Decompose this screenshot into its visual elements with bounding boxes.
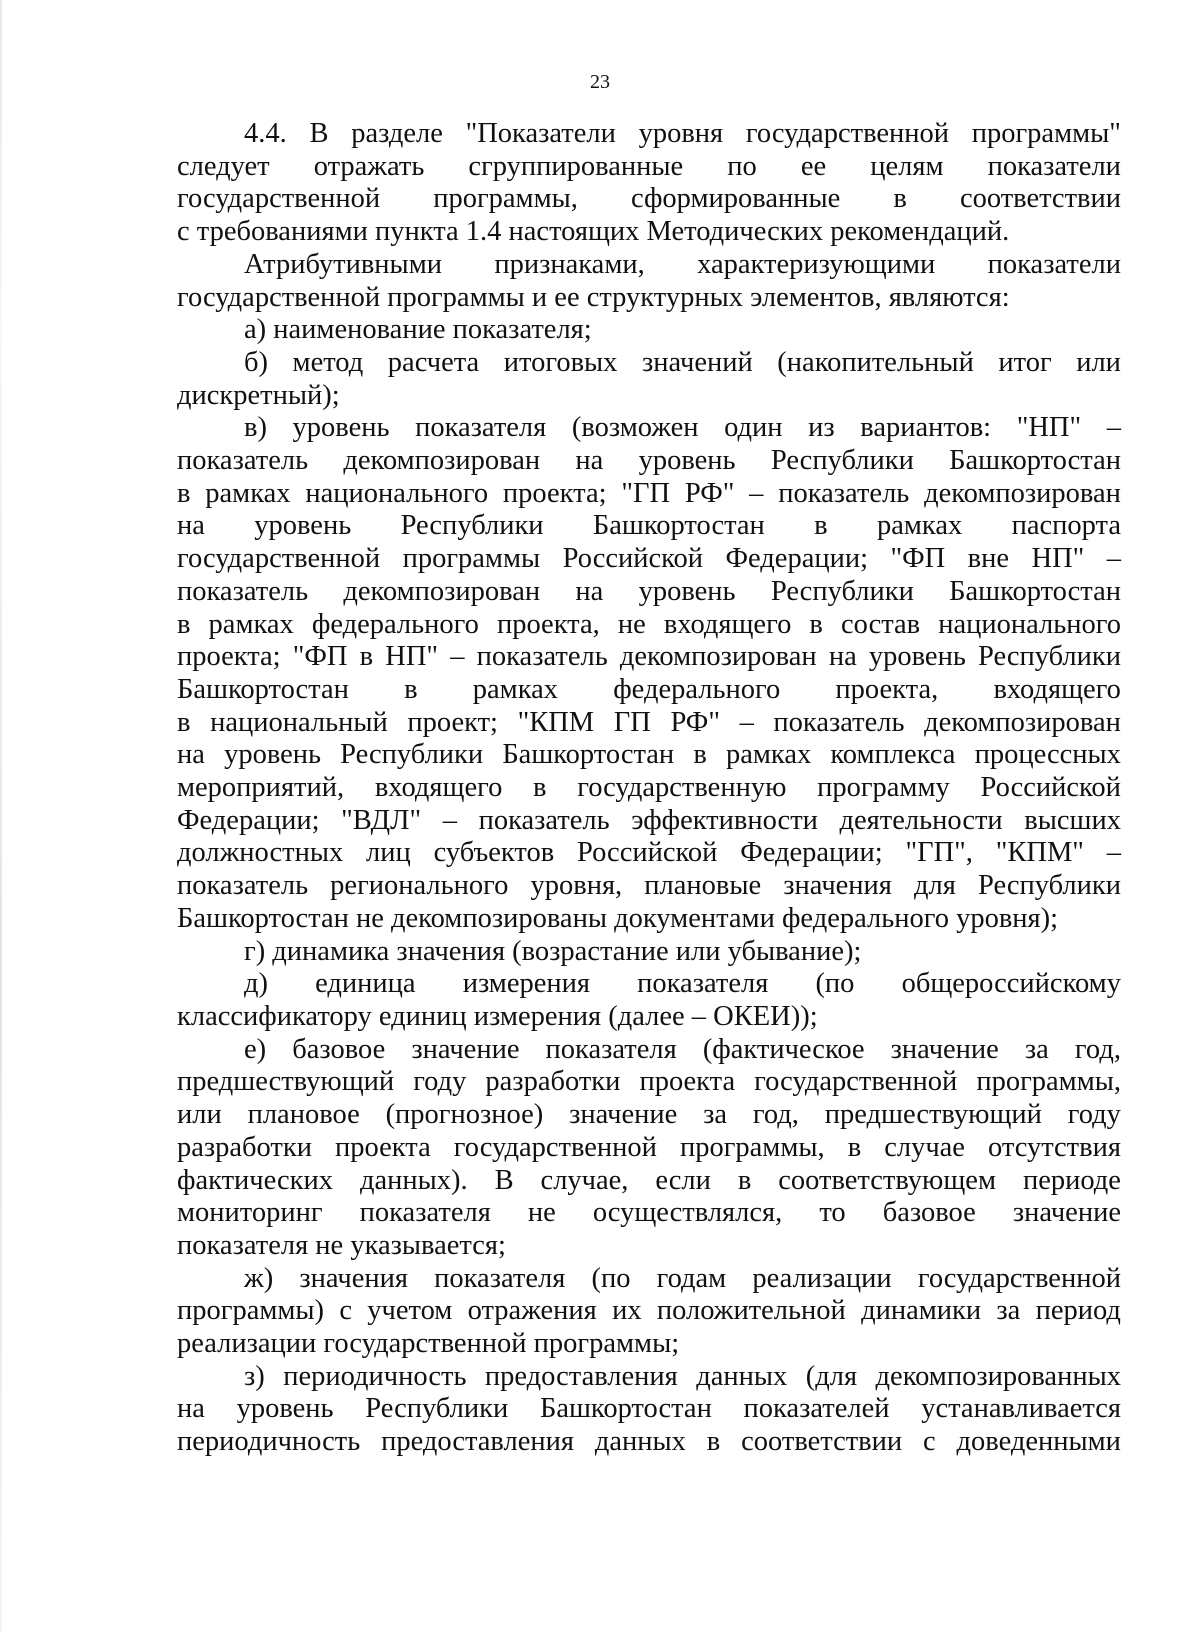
text-word: показателей [743,1393,890,1425]
text-word: измерения [462,968,590,1000]
text-word: рамках [205,477,291,509]
text-line [177,674,1121,707]
text-word: не [527,1197,556,1229]
text-word: год, [1074,1033,1121,1065]
text-line [177,609,1121,642]
text-line: г) динамика значения (возрастание или убывание); [244,935,862,967]
text-line: государственной программы и ее структурных элементов, являются: [177,281,1010,313]
text-word: (возможен [571,412,699,444]
text-word: на [575,445,604,477]
text-word: показатели [987,248,1121,280]
text-word: значение [411,1033,520,1065]
text-word: проекта [639,1066,736,1098]
text-word: Башкортостан [539,1393,712,1425]
text-word: декомпозирован [619,641,817,673]
text-line: дискретный); [177,379,340,411]
text-line [177,118,1121,151]
text-word: высших [1024,804,1121,836]
text-word: уровень [868,641,966,673]
text-word: 4.4. [244,118,287,149]
text-word: на [575,575,604,607]
text-word: "Показатели [465,118,616,149]
text-word: в [847,1131,862,1163]
text-word: на [177,1393,205,1425]
text-word: паспорта [1011,510,1121,542]
text-word: предоставления [484,1360,678,1392]
text-word: декомпозирован [343,575,541,607]
text-line: Башкортостан не декомпозированы документами федерального уровня); [177,902,1059,934]
text-word: Республики [365,1393,509,1425]
text-word: – [1106,412,1121,444]
text-word: соответствующем [778,1164,996,1196]
text-word: за [1024,1033,1049,1065]
text-word: проекта; [177,641,281,673]
text-word: реализации [752,1262,892,1294]
text-word: Башкортостан [592,510,765,542]
text-word: из [808,412,835,444]
text-word: признаками, [494,248,645,280]
text-word: программы" [971,118,1121,149]
text-word: Республики [770,445,914,477]
text-line [177,772,1121,805]
text-word: годам [656,1262,727,1294]
text-word: уровень [292,412,390,444]
text-word: рамках [472,673,559,705]
text-word: – [442,804,457,836]
text-word: государственной [917,1262,1121,1294]
text-word: Республики [977,870,1121,902]
text-word: соответствии [741,1426,903,1458]
text-word: з) [244,1360,265,1392]
text-line: с требованиями пункта 1.4 настоящих Методических рекомендаций. [177,216,1010,248]
text-line [177,445,1121,478]
text-word: регионального [330,870,509,902]
text-word: – [450,641,465,673]
text-word: случае, [540,1164,629,1196]
text-word: за [996,1295,1021,1327]
text-word: осуществлялся, [592,1197,783,1229]
text-word: е) [244,1033,267,1065]
text-word: декомпозирован [924,706,1121,738]
text-word: б) [244,346,268,378]
text-word: "ФП [292,641,348,673]
text-word: входящего [374,772,503,804]
text-line [177,1132,1121,1165]
text-line: классификатору единиц измерения (далее – ОКЕИ)); [177,1000,818,1032]
text-word: показатель [177,575,309,607]
page-number: 23 [590,71,610,93]
text-word: фактических [177,1164,333,1196]
text-word: Республики [770,575,914,607]
text-word: Республики [400,510,544,542]
text-word: в [177,608,191,640]
text-word: (прогнозное) [385,1099,544,1131]
text-word: – [749,477,764,509]
text-word: (фактическое [702,1033,865,1065]
text-line [177,543,1121,576]
text-word: на [828,641,857,673]
text-word: ГП [613,706,651,738]
text-word: показатель [476,641,608,673]
text-word: "КПМ" [995,837,1084,869]
text-word: следует [177,150,270,182]
text-word: Российской [576,837,718,869]
text-word: "ГП", [905,837,973,869]
text-word: проекта, [835,673,939,705]
text-line [177,641,1121,674]
text-word: РФ" [684,477,735,509]
text-word: на [177,510,205,542]
text-word: входящего [993,673,1121,705]
text-word: метод [292,346,364,378]
text-word: итог [998,346,1052,378]
text-word: (по [591,1262,631,1294]
text-word: год, [752,1099,799,1131]
text-word: программы, [976,1066,1121,1098]
text-word: Республики [340,739,484,771]
text-word: "НП" [1016,412,1082,444]
text-word: программы, [433,183,578,215]
text-word: – [1106,543,1121,575]
text-word: федерального [311,608,479,640]
text-word: мониторинг [177,1197,323,1229]
text-word: или [1076,346,1121,378]
text-word: отражать [313,150,425,182]
text-word: Российской [562,543,704,575]
text-line [177,1295,1121,1328]
text-word: данных [696,1360,788,1392]
text-line [177,837,1121,870]
text-word: положительной [656,1295,846,1327]
document-body [177,118,1121,1459]
text-word: значения [299,1262,408,1294]
text-word: "ВДЛ" [341,804,422,836]
text-word: предшествующий [824,1099,1042,1131]
text-word: национального [305,477,489,509]
text-word: базовое [882,1197,976,1229]
text-word: данных [594,1426,686,1458]
text-word: в [814,510,828,542]
text-line [177,249,1121,282]
text-word: д) [244,968,268,1000]
text-word: в [533,772,547,804]
text-line [177,1099,1121,1132]
text-word: НП" [385,641,439,673]
text-word: период [1035,1295,1121,1327]
text-word: общероссийскому [901,968,1121,1000]
text-word: доведенными [956,1426,1121,1458]
text-line [177,968,1121,1001]
text-word: с [923,1426,936,1458]
text-word: декомпозирован [343,445,541,477]
text-word: значение [1012,1197,1121,1229]
text-word: учетом [367,1295,453,1327]
text-word: Республики [977,641,1121,673]
text-word: случае [884,1131,965,1163]
text-word: единица [315,968,416,1000]
text-word: (для [805,1360,858,1392]
text-word: ее [800,150,827,182]
text-word: показателя [545,1033,677,1065]
text-word: государственной [745,118,950,149]
text-word: субъектов [433,837,555,869]
text-word: деятельности [839,804,1003,836]
text-word: отсутствия [988,1131,1121,1163]
text-word: году [413,1066,467,1098]
text-word: В [494,1164,514,1196]
text-word: значение [569,1099,678,1131]
text-word: отражения [467,1295,597,1327]
text-word: плановое [247,1099,360,1131]
text-word: на [177,739,205,771]
text-line [177,1393,1121,1426]
text-word: разработки [485,1066,621,1098]
text-line: показателя не указывается; [177,1229,506,1261]
text-word: в [809,608,823,640]
text-line [177,1066,1121,1099]
text-word: НП" [1031,543,1085,575]
text-line [177,1361,1121,1394]
text-word: уровень [224,739,322,771]
text-word: проекта [335,1131,431,1163]
text-word: В [309,118,329,149]
text-word: уровень [254,510,352,542]
text-word: Федерации; [740,837,883,869]
text-word: показатель [177,870,309,902]
text-word: в) [244,412,267,444]
text-word: национального [938,608,1121,640]
text-word: уровень [638,445,736,477]
text-word: программы, [679,1131,825,1163]
text-word: вариантов: [860,412,992,444]
text-word: – [1106,837,1121,869]
text-word: показателя [359,1197,491,1229]
text-line [177,576,1121,609]
text-word: лиц [366,837,411,869]
text-word: показателя [415,412,547,444]
text-word: разработки [177,1131,312,1163]
text-word: уровня [638,118,724,149]
text-word: периодичность [283,1360,467,1392]
text-word: в [177,706,191,738]
text-word: значение [890,1033,999,1065]
text-word: показатель [773,706,905,738]
text-word: рамках [877,510,963,542]
text-word: программы [402,543,541,575]
text-word: Башкортостан [177,673,349,705]
text-line [177,870,1121,903]
text-word: федерального [613,673,781,705]
text-line [177,151,1121,184]
text-word: разделе [351,118,443,149]
text-word: программы) [177,1295,325,1327]
text-word: (по [815,968,855,1000]
text-word: государственной [453,1131,657,1163]
text-word: "ФП [890,543,946,575]
text-word: рамках [725,739,812,771]
text-word: то [819,1197,846,1229]
text-word: в [404,673,418,705]
text-word: сформированные [630,183,841,215]
text-word: в [693,739,707,771]
text-line: реализации государственной программы; [177,1328,680,1360]
text-word: или [177,1099,222,1131]
text-word: динамики [861,1295,982,1327]
text-word: декомпозированных [875,1360,1121,1392]
text-word: национальный [210,706,388,738]
text-word: вне [967,543,1010,575]
text-word: показателя [434,1262,566,1294]
text-word: эффективности [631,804,818,836]
text-word: для [914,870,956,902]
text-line [177,183,1121,216]
text-line [177,412,1121,445]
text-word: Федерации; [177,804,320,836]
text-word: расчета [387,346,480,378]
text-word: базовое [292,1033,386,1065]
text-word: не [617,608,646,640]
text-word: проекта; [502,477,607,509]
text-word: "КПМ [517,706,595,738]
text-word: Российской [980,772,1121,804]
text-word: по [727,150,757,182]
text-word: периодичность [177,1426,361,1458]
text-word: государственной [754,1066,958,1098]
text-word: проекта, [496,608,600,640]
text-word: уровень [638,575,736,607]
text-line [177,1034,1121,1067]
text-word: сгруппированные [468,150,684,182]
text-word: целям [870,150,944,182]
text-word: плановые [644,870,762,902]
text-word: периоде [1022,1164,1121,1196]
text-word: в [359,641,374,673]
text-word: мероприятий, [177,772,345,804]
text-word: итоговых [503,346,618,378]
text-line [177,805,1121,838]
text-line [177,1426,1121,1459]
text-line [177,347,1121,380]
text-word: государственной [177,183,381,215]
text-word: РФ" [670,706,720,738]
text-word: уровень [236,1393,334,1425]
text-word: показатель [478,804,610,836]
text-line [177,1263,1121,1296]
text-word: значений [641,346,753,378]
text-word: ж) [244,1262,274,1294]
text-word: значения [783,870,892,902]
text-word: рамках [208,608,294,640]
text-line [177,1165,1121,1198]
text-word: комплекса [830,739,956,771]
text-word: в [177,477,191,509]
text-word: проект; [407,706,498,738]
text-word: в [706,1426,721,1458]
text-line: а) наименование показателя; [244,314,592,346]
text-word: – [739,706,754,738]
text-word: процессных [974,739,1121,771]
text-word: в [737,1164,752,1196]
text-word: устанавливается [921,1393,1121,1425]
text-word: показатель [177,445,309,477]
text-word: Башкортостан [502,739,675,771]
text-line [177,1197,1121,1230]
text-word: входящего [663,608,792,640]
scan-edge [0,0,2,1632]
text-word: Башкортостан [949,445,1121,477]
text-word: должностных [177,837,344,869]
text-word: "ГП [621,477,671,509]
text-word: показатель [778,477,910,509]
text-word: характеризующими [697,248,936,280]
text-line [177,707,1121,740]
text-word: декомпозирован [924,477,1121,509]
text-line [177,739,1121,772]
text-line [177,478,1121,511]
text-word: Атрибутивными [244,248,442,280]
text-word: предшествующий [177,1066,395,1098]
text-word: программу [817,772,950,804]
text-word: состав [840,608,921,640]
text-word: государственной [177,543,381,575]
text-word: данных). [359,1164,468,1196]
text-word: показателя [637,968,769,1000]
text-word: Федерации; [725,543,869,575]
text-word: соответствии [959,183,1121,215]
text-word: с [339,1295,352,1327]
text-word: уровня, [530,870,623,902]
text-word: Башкортостан [949,575,1121,607]
text-word: государственную [577,772,787,804]
text-word: году [1067,1099,1121,1131]
text-word: их [612,1295,642,1327]
text-word: (накопительный [777,346,974,378]
text-word: показатели [987,150,1121,182]
text-word: за [703,1099,728,1131]
text-word: в [893,183,907,215]
text-line [177,510,1121,543]
text-word: один [724,412,783,444]
text-word: если [655,1164,711,1196]
text-word: предоставления [381,1426,574,1458]
